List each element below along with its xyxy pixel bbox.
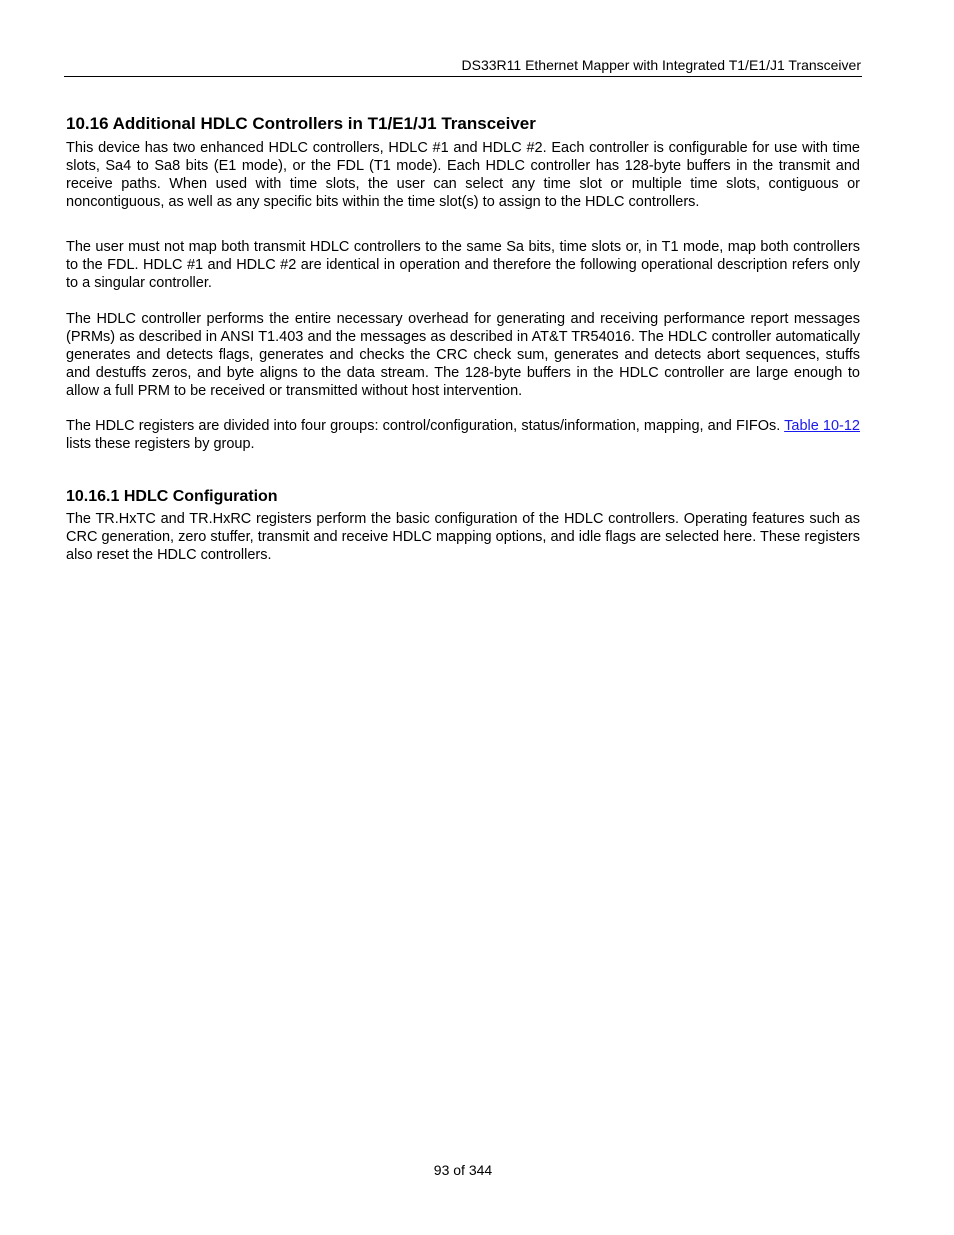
page-number: 93 of 344 (433, 1162, 493, 1178)
header-divider (64, 76, 862, 77)
section-heading: 10.16 Additional HDLC Controllers in T1/E1/J1 Transceiver (66, 114, 536, 133)
section-paragraph-1: This device has two enhanced HDLC controllers, HDLC #1 and HDLC #2. Each controller is configurable for use with time slots, Sa4 to Sa8 bits (E1 mode), or the FDL (T1 mode). Each HDLC controller has 128-byte buffers in the transmit and receive paths. When used with time slots, the user can select any time slot or multiple time slots, contiguous or noncontiguous, as well as any specific bits within the time slot(s) to assign to the HDLC controllers. (66, 140, 860, 210)
section-paragraph-2: The user must not map both transmit HDLC controllers to the same Sa bits, time slots or, in T1 mode, map both controllers to the FDL. HDLC #1 and HDLC #2 are identical in operation and therefore the following operational description refers only to a singular controller. (66, 239, 860, 291)
subsection-paragraph-1: The TR.HxTC and TR.HxRC registers perform the basic configuration of the HDLC controllers. Operating features such as CRC generation, zero stuffer, transmit and receive HDLC mapping options, and idle flags are selected here. These registers also reset the HDLC controllers. (66, 511, 860, 563)
table-reference-link[interactable]: Table 10-12 (784, 418, 860, 434)
paragraph-4-tail: lists these registers by group. (66, 435, 255, 452)
paragraph-4-text: The HDLC registers are divided into four groups: control/configuration, status/information, mapping, and FIFOs. (66, 418, 781, 434)
section-paragraph-4 (66, 418, 860, 454)
subsection-heading: 10.16.1 HDLC Configuration (66, 488, 278, 505)
section-paragraph-3: The HDLC controller performs the entire necessary overhead for generating and receiving performance report messages (PRMs) as described in ANSI T1.403 and the messages as described in AT&T TR54016. The HDLC controller automatically generates and detects flags, generates and checks the CRC check sum, generates and detects abort sequences, stuffs and destuffs zeros, and byte aligns to the data stream. The 128-byte buffers in the HDLC controller are large enough to allow a full PRM to be received or transmitted without host intervention. (66, 311, 860, 399)
running-header: DS33R11 Ethernet Mapper with Integrated T1/E1/J1 Transceiver (461, 57, 861, 73)
